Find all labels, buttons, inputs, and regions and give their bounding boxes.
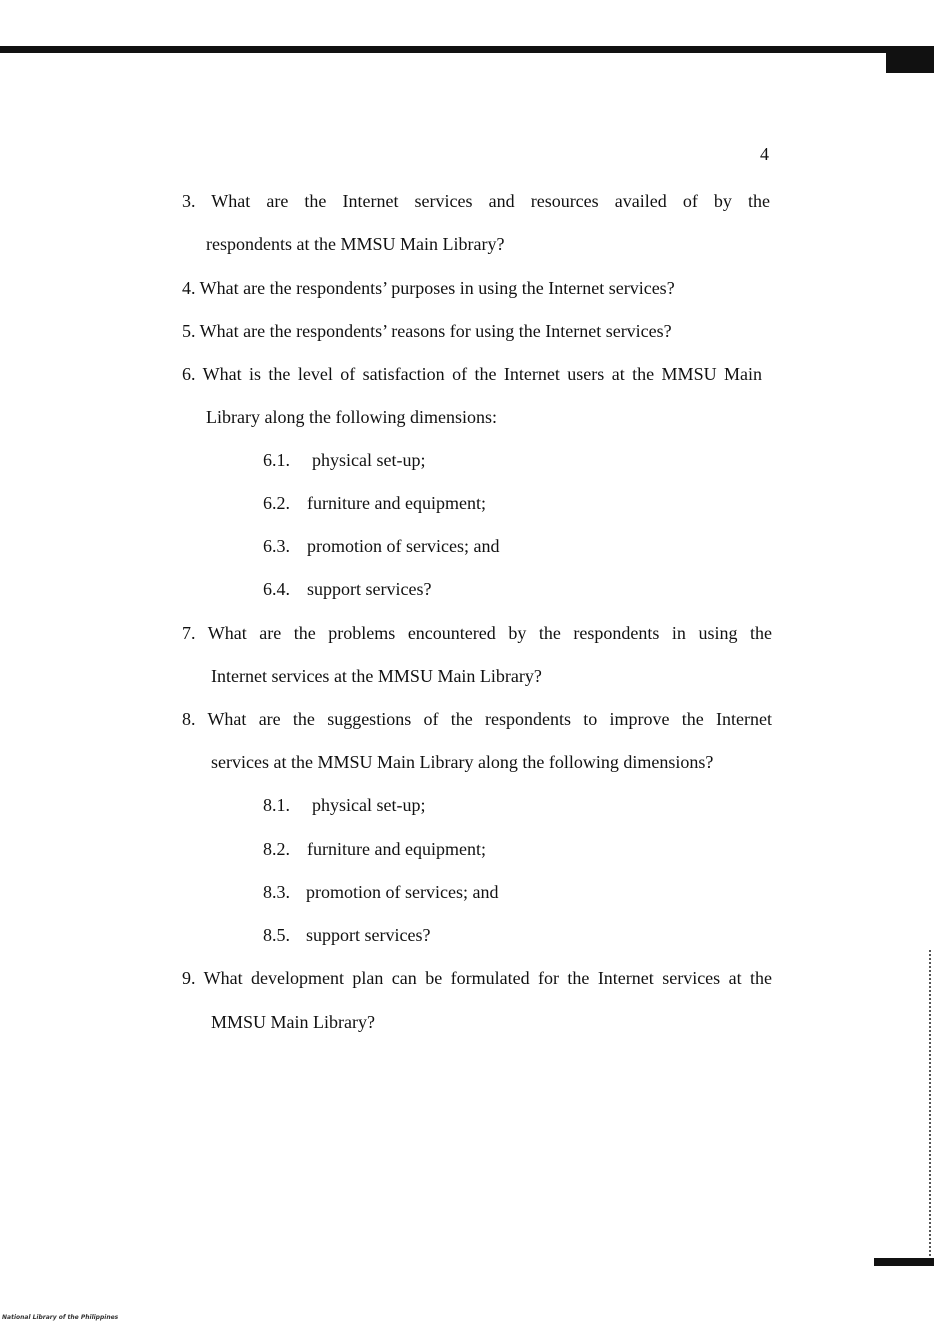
subitem-text: support services?	[307, 579, 432, 599]
question-8-line-1: 8. What are the suggestions of the respondents to improve the Internet	[182, 709, 772, 729]
subitem-number: 6.2.	[263, 493, 290, 513]
subitem-text: promotion of services; and	[306, 882, 499, 902]
scan-side-edge	[927, 950, 931, 1260]
subitem-text: promotion of services; and	[307, 536, 500, 556]
subitem-text: support services?	[306, 925, 431, 945]
question-3-line-1: 3. What are the Internet services and resources availed of by the	[182, 191, 770, 211]
subitem-number: 6.4.	[263, 579, 290, 599]
subitem-text: furniture and equipment;	[307, 839, 486, 859]
question-9-line-2: MMSU Main Library?	[211, 1012, 375, 1032]
subitem-text: furniture and equipment;	[307, 493, 486, 513]
subitem-number: 8.1.	[263, 795, 290, 815]
subitem-number: 6.1.	[263, 450, 290, 470]
subitem-number: 8.3.	[263, 882, 290, 902]
footer-watermark: National Library of the Philippines	[2, 1314, 119, 1321]
scan-bottom-corner-mark	[874, 1258, 934, 1266]
subitem-text: physical set-up;	[312, 450, 426, 470]
subitem-number: 8.5.	[263, 925, 290, 945]
question-6-line-1: 6. What is the level of satisfaction of the Internet users at the MMSU Main	[182, 364, 762, 384]
question-5: 5. What are the respondents’ reasons for using the Internet services?	[182, 321, 672, 341]
scan-top-rule	[0, 46, 934, 53]
question-9-line-1: 9. What development plan can be formulated for the Internet services at the	[182, 968, 772, 988]
subitem-text: physical set-up;	[312, 795, 426, 815]
question-7-line-2: Internet services at the MMSU Main Library?	[211, 666, 542, 686]
scan-top-corner-mark	[886, 46, 934, 73]
subitem-number: 6.3.	[263, 536, 290, 556]
subitem-number: 8.2.	[263, 839, 290, 859]
question-8-line-2: services at the MMSU Main Library along the following dimensions?	[211, 752, 714, 772]
question-3-line-2: respondents at the MMSU Main Library?	[206, 234, 505, 254]
question-4: 4. What are the respondents’ purposes in using the Internet services?	[182, 278, 675, 298]
page-number: 4	[760, 144, 769, 164]
question-6-line-2: Library along the following dimensions:	[206, 407, 497, 427]
question-7-line-1: 7. What are the problems encountered by the respondents in using the	[182, 623, 772, 643]
